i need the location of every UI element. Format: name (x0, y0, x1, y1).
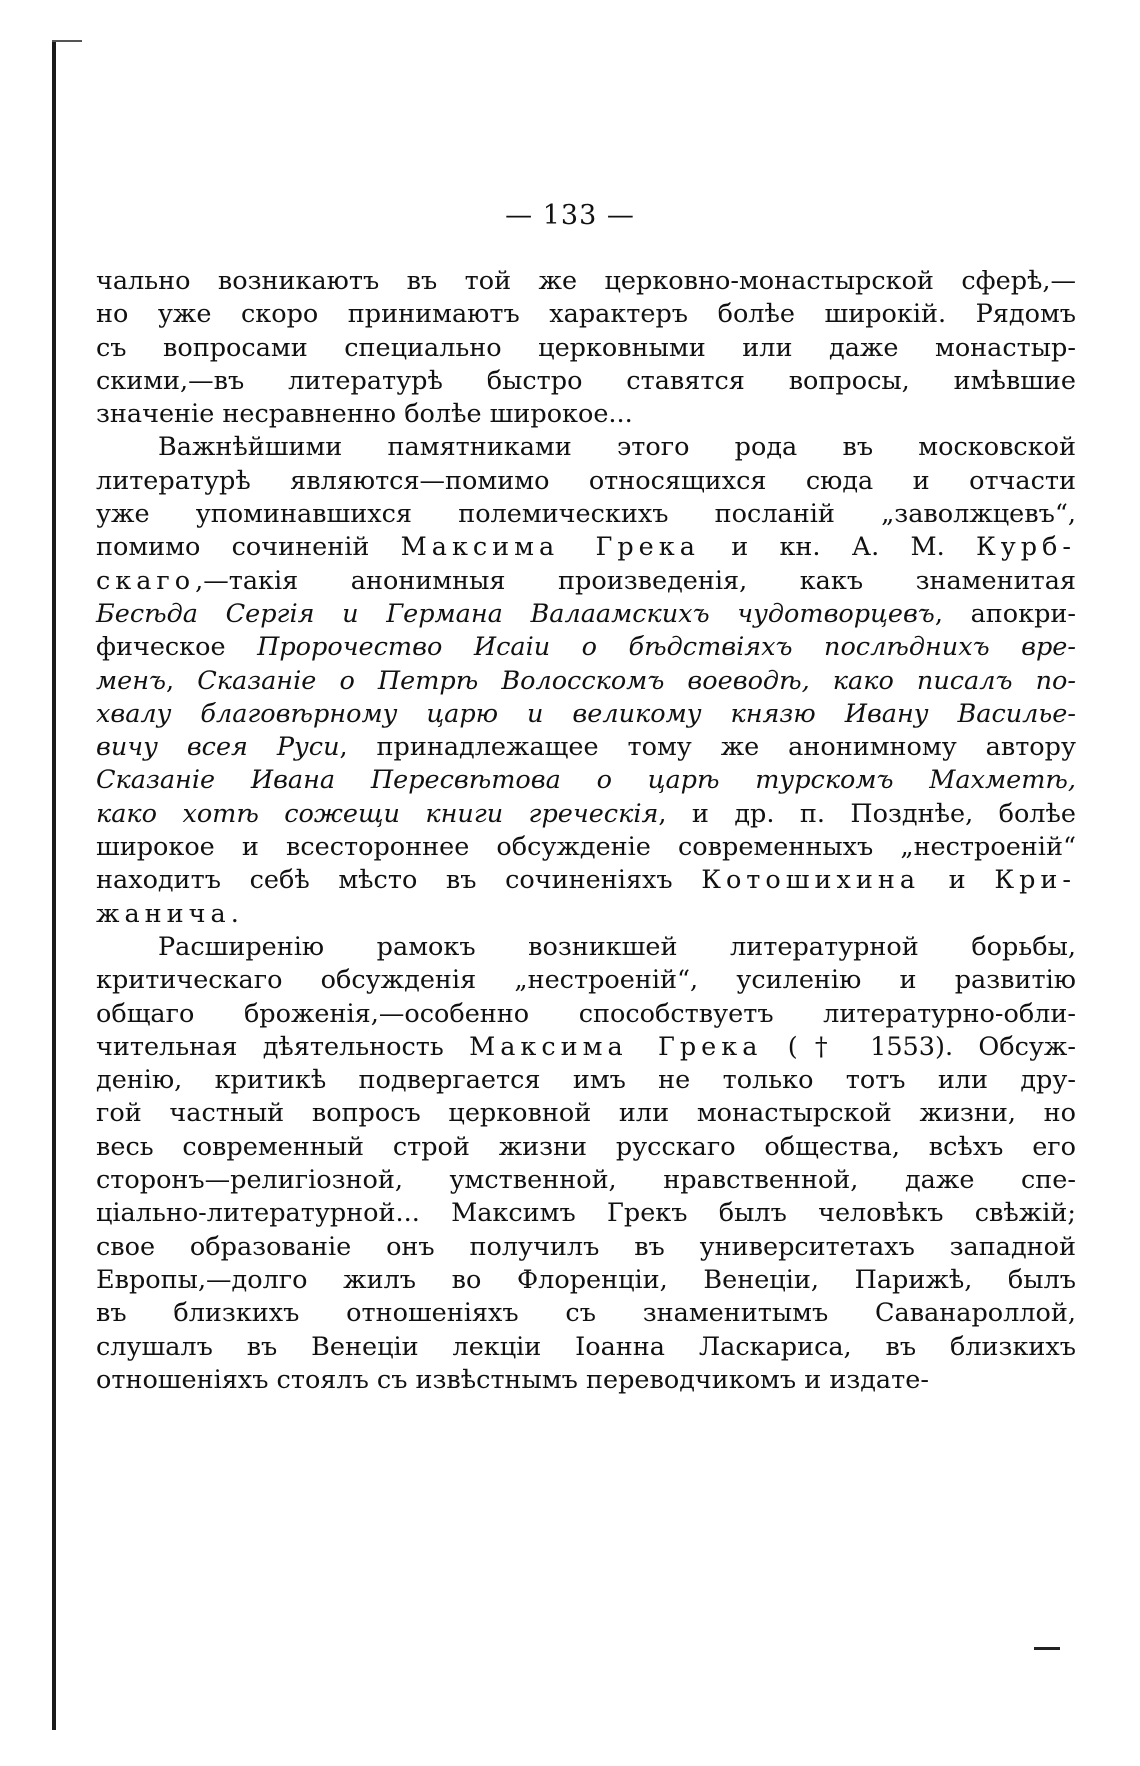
text-segment: значеніе несравненно болѣе широкое... (96, 399, 633, 430)
paragraph (96, 931, 1076, 1397)
italic-text-segment: како хотѣ сожещи книги греческія (96, 798, 659, 829)
text-segment: Европы,—долго жилъ во Флоренціи, Венеціи, Парижѣ, былъ (96, 1264, 1076, 1295)
paragraph (96, 431, 1076, 930)
italic-text-segment: Сказаніе о Петрѣ Волосскомъ воеводѣ, како писалъ по- (197, 665, 1076, 696)
margin-dash-mark (1034, 1647, 1060, 1650)
spaced-name-segment: Кри- (994, 865, 1076, 896)
spaced-name-segment: Курб- (975, 532, 1076, 563)
text-segment: чально возникаютъ въ той же церковно-монастырской сферѣ,— (96, 266, 1076, 296)
text-line (96, 298, 1076, 331)
text-segment: и (920, 865, 995, 896)
text-segment: критическаго обсужденія „нестроеній“, усиленію и развитію (96, 965, 1076, 996)
text-segment: , принадлежащее тому же анонимному автору (339, 732, 1076, 763)
text-line (96, 365, 1076, 398)
text-segment: общаго броженія,—особенно способствуетъ литературно-обли- (96, 998, 1076, 1029)
text-segment: съ вопросами специально церковными или даже монастыр- (96, 332, 1076, 363)
scan-top-edge-mark (52, 40, 82, 42)
text-line (96, 731, 1076, 764)
text-line (96, 1164, 1076, 1197)
text-segment: слушалъ въ Венеціи лекціи Іоанна Ласкариса, въ близкихъ (96, 1331, 1076, 1362)
italic-text-segment: менъ (96, 665, 167, 696)
text-line (96, 1364, 1076, 1397)
text-segment: находитъ себѣ мѣсто въ сочиненіяхъ (96, 865, 702, 896)
italic-text-segment: хвалу благовѣрному царю и великому князю Ивану Василье- (96, 698, 1076, 729)
italic-text-segment: Бесѣда Сергія и Германа Валаамскихъ чудотворцевъ (96, 598, 935, 629)
text-segment: , (166, 665, 198, 696)
text-line (96, 831, 1076, 864)
text-line (96, 665, 1076, 698)
text-segment: широкое и всестороннее обсужденіе современныхъ „нестроеній“ (96, 832, 1076, 863)
text-segment: въ близкихъ отношеніяхъ съ знаменитымъ Саванароллой, (96, 1298, 1076, 1329)
text-segment: денію, критикѣ подвергается имъ не только тотъ или дру- (96, 1065, 1076, 1096)
text-line (96, 698, 1076, 731)
text-line (96, 631, 1076, 664)
text-line (96, 431, 1076, 464)
text-line (96, 864, 1076, 897)
text-line (96, 764, 1076, 797)
text-line (96, 898, 1076, 931)
text-line (96, 398, 1076, 431)
text-line (96, 465, 1076, 498)
text-line (96, 531, 1076, 564)
text-line (96, 1197, 1076, 1230)
text-line (96, 964, 1076, 997)
text-segment: , апокри- (934, 598, 1077, 629)
scan-left-edge (52, 40, 56, 1730)
text-line (96, 1097, 1076, 1130)
text-segment: , и др. п. Позднѣе, болѣе (658, 798, 1076, 829)
italic-text-segment: Сказаніе Ивана Пересвѣтова о царѣ турскомъ Махметѣ, (96, 765, 1076, 796)
text-segment: . (230, 898, 239, 929)
text-segment: помимо сочиненій (96, 532, 401, 563)
text-line (96, 1331, 1076, 1364)
text-segment: ,—такія анонимныя произведенія, какъ знаменитая (195, 565, 1076, 596)
text-segment: гой частный вопросъ церковной или монастырской жизни, но (96, 1098, 1076, 1129)
text-line (96, 1131, 1076, 1164)
text-segment: чительная дѣятельность (96, 1031, 470, 1062)
text-segment: но уже скоро принимаютъ характеръ болѣе широкій. Рядомъ (96, 299, 1076, 330)
text-segment: уже упоминавшихся полемическихъ посланій „заволжцевъ“, (96, 499, 1076, 530)
text-line (96, 498, 1076, 531)
spaced-name-segment: скаго (96, 565, 196, 596)
text-line (96, 1264, 1076, 1297)
text-line (96, 598, 1076, 631)
text-line (96, 1031, 1076, 1064)
spaced-name-segment: Максима Грека (400, 532, 700, 563)
text-segment: Важнѣйшими памятниками этого рода въ московской (158, 432, 1076, 463)
paragraph (96, 265, 1076, 431)
text-line (96, 565, 1076, 598)
text-line (96, 1297, 1076, 1330)
body-text (96, 265, 1076, 1397)
text-line (96, 798, 1076, 831)
text-segment: свое образованіе онъ получилъ въ университетахъ западной (96, 1231, 1076, 1262)
italic-text-segment: вичу всея Руси (96, 732, 340, 763)
text-line (96, 1064, 1076, 1097)
spaced-name-segment: жанича (96, 898, 231, 929)
text-line (96, 265, 1076, 298)
page-number: — 133 — (505, 200, 635, 231)
text-segment: скими,—въ литературѣ быстро ставятся вопросы, имѣвшие (96, 365, 1076, 396)
spaced-name-segment: Котошихина (701, 865, 921, 896)
italic-text-segment: Пророчество Исаіи о бѣдствіяхъ послѣднихъ вре- (257, 632, 1076, 663)
text-segment: Расширенію рамокъ возникшей литературной борьбы, (158, 931, 1076, 962)
text-line (96, 998, 1076, 1031)
text-segment: фическое (96, 632, 258, 663)
text-segment: литературѣ являются—помимо относящихся сюда и отчасти (96, 465, 1076, 496)
text-segment: отношеніяхъ стоялъ съ извѣстнымъ переводчикомъ и издате- (96, 1364, 929, 1395)
text-segment: († 1553). Обсуж- (762, 1031, 1076, 1062)
text-line (96, 931, 1076, 964)
text-segment: и кн. А. М. (699, 532, 976, 563)
spaced-name-segment: Максима Грека (469, 1031, 763, 1062)
text-segment: ціально-литературной... Максимъ Грекъ былъ человѣкъ свѣжій; (96, 1198, 1076, 1229)
text-line (96, 332, 1076, 365)
text-segment: сторонъ—религіозной, умственной, нравственной, даже спе- (96, 1165, 1076, 1196)
text-line (96, 1231, 1076, 1264)
text-segment: весь современный строй жизни русскаго общества, всѣхъ его (96, 1131, 1076, 1162)
